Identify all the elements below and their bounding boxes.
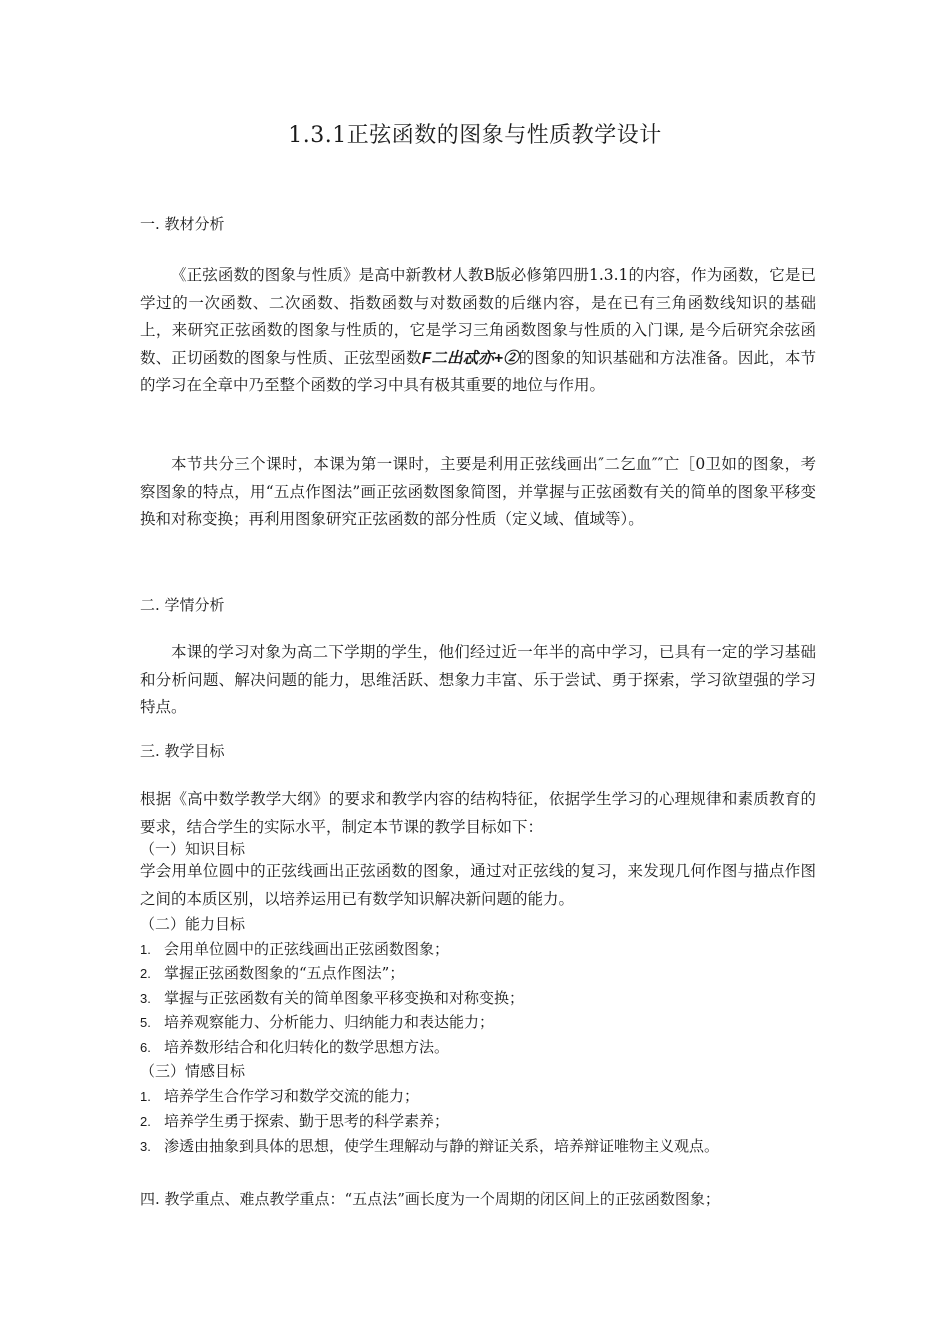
list-text: 掌握正弦函数图象的“五点作图法”； — [164, 964, 405, 982]
section-heading-key-points: 四. 教学重点、难点教学重点：“五点法”画长度为一个周期的闭区间上的正弦函数图象； — [140, 1190, 720, 1208]
section-heading-textbook-analysis: 一. 教材分析 — [140, 215, 225, 233]
list-item — [140, 1110, 449, 1131]
list-number: 6. — [140, 1040, 151, 1055]
subheading-knowledge-goals: （一）知识目标 — [140, 840, 246, 858]
subheading-ability-goals: （二）能力目标 — [140, 915, 246, 933]
subheading-emotion-goals: （三）情感目标 — [140, 1062, 246, 1080]
section-heading-student-analysis: 二. 学情分析 — [140, 596, 225, 614]
list-number: 3. — [140, 1139, 151, 1154]
list-item — [140, 962, 404, 983]
list-number: 3. — [140, 991, 151, 1006]
list-item — [140, 1085, 419, 1106]
paragraph-student-analysis: 本课的学习对象为高二下学期的学生，他们经过近一年半的高中学习，已具有一定的学习基础和分析问题、解决问题的能力，思维活跃、想象力丰富、乐于尝试、勇于探索，学习欲望强的学习特点。 — [140, 643, 816, 716]
list-text: 渗透由抽象到具体的思想，使学生理解动与静的辩证关系，培养辩证唯物主义观点。 — [164, 1137, 720, 1155]
list-number: 1. — [140, 1089, 151, 1104]
list-text: 培养数形结合和化归转化的数学思想方法。 — [164, 1038, 450, 1056]
paragraph-goals-intro: 根据《高中数学教学大纲》的要求和教学内容的结构特征，依据学生学习的心理规律和素质教育的要求，结合学生的实际水平，制定本节课的教学目标如下： — [140, 790, 816, 836]
paragraph-textbook-analysis-1 — [140, 262, 816, 400]
list-item — [140, 938, 449, 959]
list-text: 培养学生勇于探索、勤于思考的科学素养； — [164, 1112, 450, 1130]
list-text: 培养观察能力、分析能力、归纳能力和表达能力； — [164, 1013, 495, 1031]
list-item — [140, 1011, 494, 1032]
list-item — [140, 1036, 449, 1057]
list-number: 1. — [140, 942, 151, 957]
paragraph-textbook-analysis-2: 本节共分三个课时，本课为第一课时，主要是利用正弦线画出″二乞血″″亡［0卫如的图象，考察图象的特点，用“五点作图法”画正弦函数图象简图，并掌握与正弦函数有关的简单的图象平移变换和对称变换；再利用图象研究正弦函数的部分性质（定义域、值域等）。 — [140, 455, 816, 528]
list-item — [140, 987, 524, 1008]
list-item — [140, 1135, 719, 1156]
garbled-formula: F二出忒亦+② — [421, 349, 519, 367]
list-text: 掌握与正弦函数有关的简单图象平移变换和对称变换； — [164, 989, 525, 1007]
list-number: 2. — [140, 1114, 151, 1129]
paragraph-text: 的图象的知识基础和方法准备。因此，本节的学习在全章中乃至整个函数的学习中具有极其重要的地位与作用。 — [140, 348, 816, 394]
list-text: 培养学生合作学习和数学交流的能力； — [164, 1087, 420, 1105]
page-title: 1.3.1正弦函数的图象与性质教学设计 — [288, 123, 662, 148]
paragraph-knowledge-goals: 学会用单位圆中的正弦线画出正弦函数的图象，通过对正弦线的复习，来发现几何作图与描点作图之间的本质区别，以培养运用已有数学知识解决新问题的能力。 — [140, 862, 816, 908]
paragraph-text: 《正弦函数的图象与性质》是高中新教材人教B版必修第四册1.3.1的内容，作为函数，它是已学过的一次函数、二次函数、指数函数与对数函数的后继内容，是在已有三角函数线知识的基础上，来研究正弦函数的图象与性质的，它是学习三角函数图象与性质的入门课, 是今后研究余弦函数、正切函数的图象与性质、正弦型函数 — [140, 266, 816, 367]
list-number: 2. — [140, 966, 151, 981]
section-heading-teaching-goals: 三. 教学目标 — [140, 742, 225, 760]
list-text: 会用单位圆中的正弦线画出正弦函数图象； — [164, 940, 450, 958]
list-number: 5. — [140, 1015, 151, 1030]
